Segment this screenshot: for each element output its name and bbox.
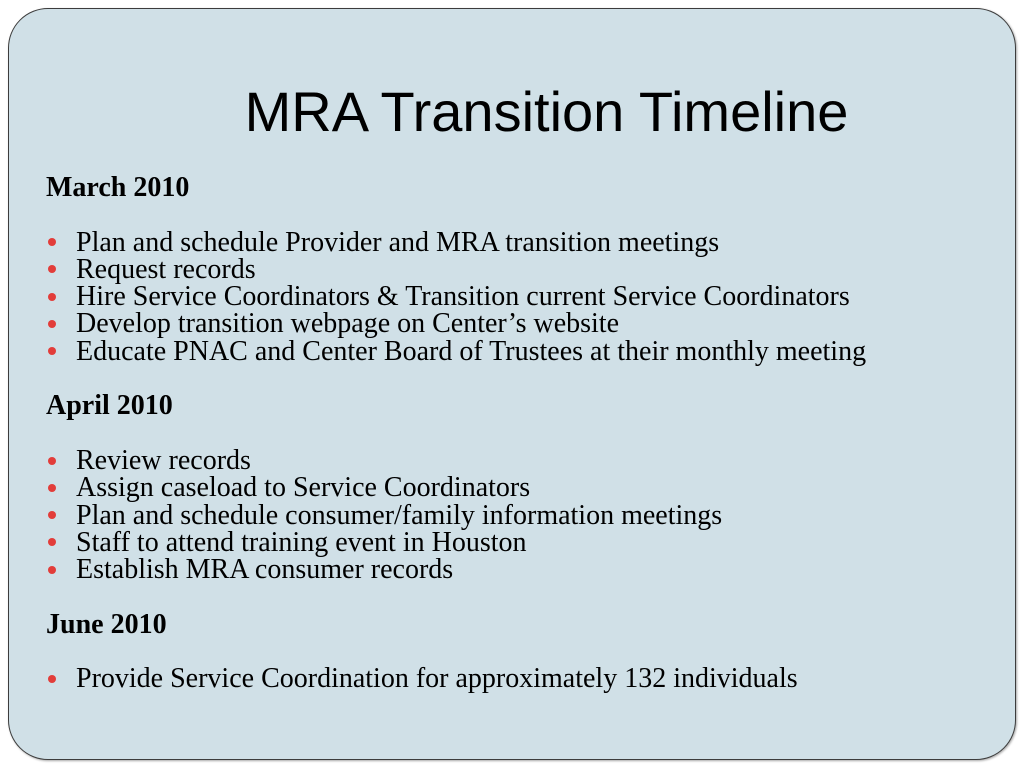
- bullet-item: [46, 663, 1006, 695]
- bullet-item: [46, 253, 1006, 285]
- bullet-icon: [48, 238, 56, 246]
- bullet-item: [46, 554, 1006, 586]
- bullet-text: Plan and schedule consumer/family information meetings: [76, 499, 723, 531]
- bullet-text: Request records: [76, 253, 256, 285]
- bullet-text: Plan and schedule Provider and MRA transition meetings: [76, 226, 720, 258]
- bullet-icon: [48, 320, 56, 328]
- bullet-icon: [48, 675, 56, 683]
- bullet-item: [46, 444, 1006, 476]
- bullet-text: Develop transition webpage on Center’s website: [76, 308, 620, 340]
- bullet-item: [46, 335, 1006, 367]
- bullet-list: [46, 663, 1006, 695]
- bullet-icon: [48, 347, 56, 355]
- bullet-item: [46, 308, 1006, 340]
- bullet-icon: [48, 265, 56, 273]
- bullet-item: [46, 281, 1006, 313]
- bullet-text: Establish MRA consumer records: [76, 554, 454, 586]
- section-june-2010: [46, 608, 1006, 695]
- slide-content: [46, 174, 1006, 720]
- bullet-item: [46, 472, 1006, 504]
- section-march-2010: [46, 174, 1006, 365]
- bullet-text: Review records: [76, 444, 251, 476]
- section-april-2010: [46, 390, 1006, 586]
- slide-title: MRA Transition Timeline: [244, 80, 849, 143]
- bullet-list: [46, 444, 1006, 586]
- section-heading: March 2010: [46, 172, 190, 203]
- slide-panel: [8, 8, 1016, 760]
- bullet-item: [46, 226, 1006, 258]
- bullet-icon: [48, 511, 56, 519]
- section-heading: April 2010: [46, 390, 173, 422]
- bullet-icon: [48, 484, 56, 492]
- section-heading: June 2010: [46, 608, 167, 640]
- bullet-item: [46, 526, 1006, 558]
- bullet-list: [46, 226, 1006, 367]
- bullet-item: [46, 499, 1006, 531]
- bullet-text: Provide Service Coordination for approximately 132 individuals: [76, 663, 798, 695]
- bullet-icon: [48, 293, 56, 301]
- bullet-text: Hire Service Coordinators & Transition current Service Coordinators: [76, 281, 850, 313]
- bullet-icon: [48, 457, 56, 465]
- bullet-text: Staff to attend training event in Houston: [76, 526, 527, 558]
- bullet-text: Assign caseload to Service Coordinators: [76, 472, 531, 504]
- bullet-text: Educate PNAC and Center Board of Trustees at their monthly meeting: [76, 335, 867, 367]
- bullet-icon: [48, 566, 56, 574]
- bullet-icon: [48, 538, 56, 546]
